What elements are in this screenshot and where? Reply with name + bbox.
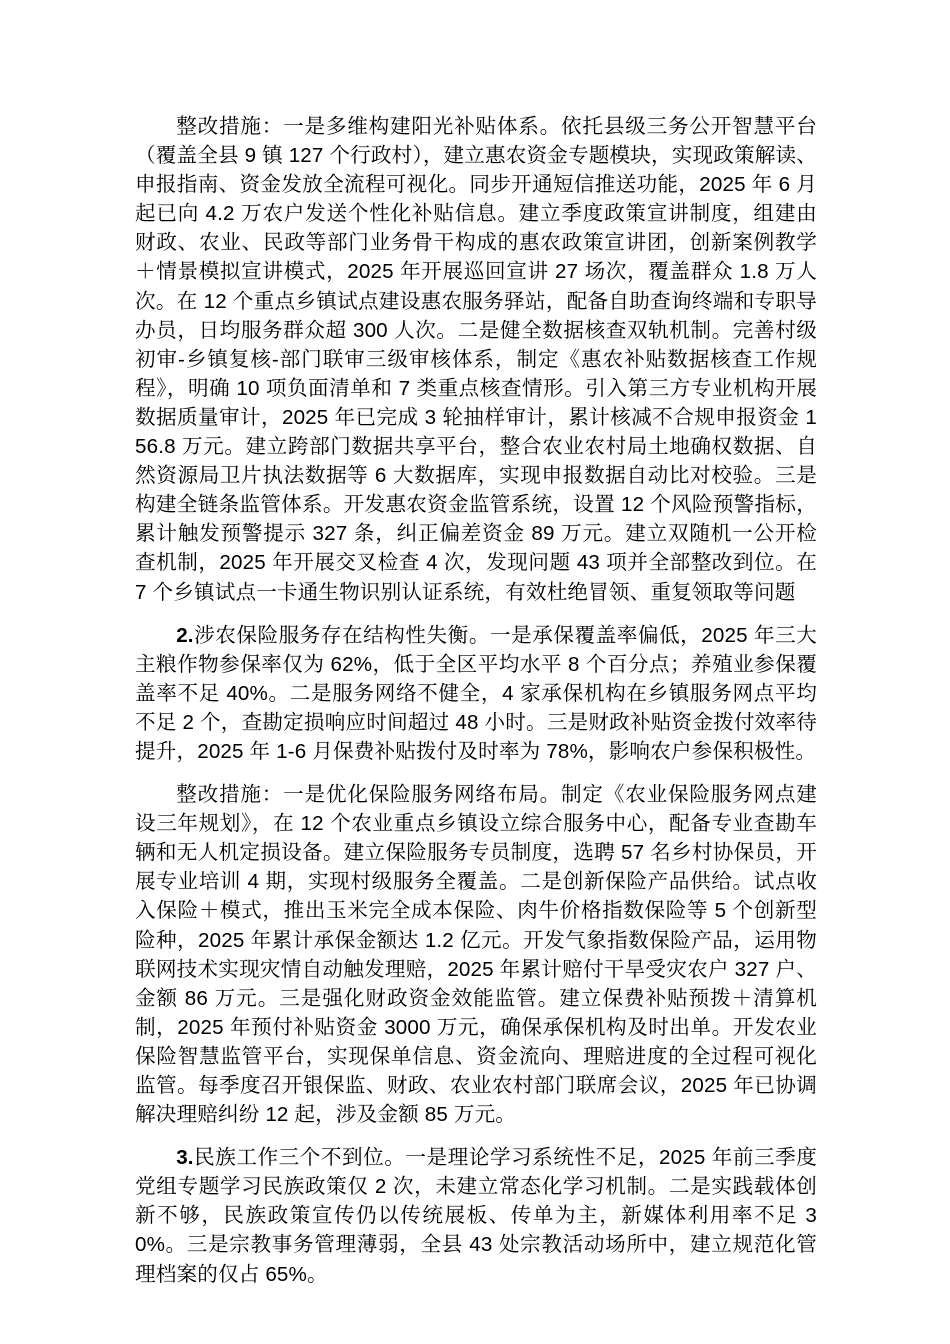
paragraph-lead-number: 3. [176, 1146, 194, 1170]
paragraph-issue-3-ethnic-affairs [135, 1143, 817, 1288]
paragraph-lead-number: 2. [176, 623, 194, 647]
paragraph-issue-2-agricultural-insurance [135, 621, 817, 766]
paragraph-rectification-measures-2 [135, 780, 817, 1129]
document-body [135, 112, 817, 1289]
paragraph-text: 民族工作三个不到位。一是理论学习系统性不足，2025 年前三季度党组专题学习民族政策仅 2 次，未建立常态化学习机制。二是实践载体创新不够，民族政策宣传仍以传统展板、传单为主，新媒体利用率不足 30%。三是宗教事务管理薄弱，全县 43 处宗教活动场所中，建立规范化管理档案的仅占 65%。 [135, 1146, 817, 1286]
paragraph-rectification-measures-1 [135, 112, 817, 607]
paragraph-text: 整改措施：一是优化保险服务网络布局。制定《农业保险服务网点建设三年规划》，在 12 个农业重点乡镇设立综合服务中心，配备专业查勘车辆和无人机定损设备。建立保险服务专员制度，选聘 57 名乡村协保员，开展专业培训 4 期，实现村级服务全覆盖。二是创新保险产品供给。试点收入保险＋模式，推出玉米完全成本保险、肉牛价格指数保险等 5 个创新型险种，2025 年累计承保金额达 1.2 亿元。开发气象指数保险产品，运用物联网技术实现灾情自动触发理赔，2025 年累计赔付干旱受灾农户 327 户、金额 86 万元。三是强化财政资金效能监管。建立保费补贴预拨＋清算机制，2025 年预付补贴资金 3000 万元，确保承保机构及时出单。开发农业保险智慧监管平台，实现保单信息、资金流向、理赔进度的全过程可视化监管。每季度召开银保监、财政、农业农村部门联席会议，2025 年已协调解决理赔纠纷 12 起，涉及金额 85 万元。 [135, 783, 817, 1127]
paragraph-text: 整改措施：一是多维构建阳光补贴体系。依托县级三务公开智慧平台（覆盖全县 9 镇 127 个行政村），建立惠农资金专题模块，实现政策解读、申报指南、资金发放全流程可视化。同步开通短信推送功能，2025 年 6 月起已向 4.2 万农户发送个性化补贴信息。建立季度政策宣讲制度，组建由财政、农业、民政等部门业务骨干构成的惠农政策宣讲团，创新案例教学＋情景模拟宣讲模式，2025 年开展巡回宣讲 27 场次，覆盖群众 1.8 万人次。在 12 个重点乡镇试点建设惠农服务驿站，配备自助查询终端和专职导办员，日均服务群众超 300 人次。二是健全数据核查双轨机制。完善村级初审-乡镇复核-部门联审三级审核体系，制定《惠农补贴数据核查工作规程》，明确 10 项负面清单和 7 类重点核查情形。引入第三方专业机构开展数据质量审计，2025 年已完成 3 轮抽样审计，累计核减不合规申报资金 156.8 万元。建立跨部门数据共享平台，整合农业农村局土地确权数据、自然资源局卫片执法数据等 6 大数据库，实现申报数据自动比对校验。三是构建全链条监管体系。开发惠农资金监管系统，设置 12 个风险预警指标，累计触发预警提示 327 条，纠正偏差资金 89 万元。建立双随机一公开检查机制，2025 年开展交叉检查 4 次，发现问题 43 项并全部整改到位。在 7 个乡镇试点一卡通生物识别认证系统，有效杜绝冒领、重复领取等问题 [135, 115, 817, 604]
paragraph-text: 涉农保险服务存在结构性失衡。一是承保覆盖率偏低，2025 年三大主粮作物参保率仅为 62%，低于全区平均水平 8 个百分点；养殖业参保覆盖率不足 40%。二是服务网络不健全，4 家承保机构在乡镇服务网点平均不足 2 个，查勘定损响应时间超过 48 小时。三是财政补贴资金拨付效率待提升，2025 年 1-6 月保费补贴拨付及时率为 78%，影响农户参保积极性。 [135, 623, 817, 763]
